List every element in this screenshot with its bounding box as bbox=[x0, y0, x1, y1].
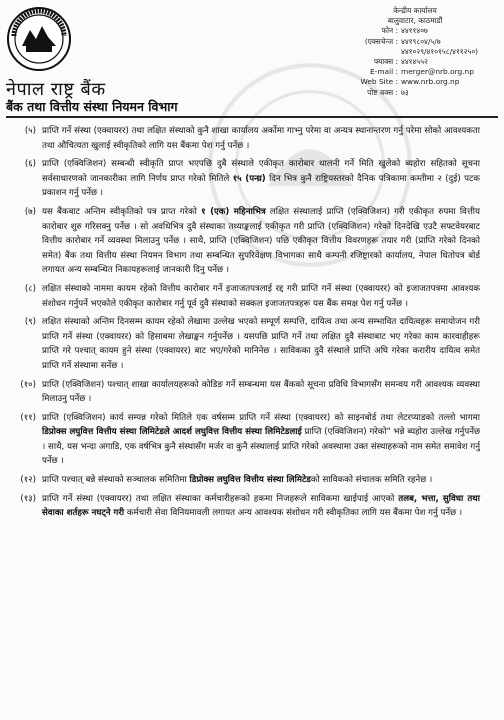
pobox-label: पोष्ट बक्स : bbox=[367, 87, 398, 97]
clause-text: प्राप्ति गर्ने संस्था (एक्वायरर) तथा लक्षित संस्थाका कर्मचारीहरूको हकमा निजहरूले साविकमा खाईपाई आएको तलब, भत्ता, सुविधा तथा सेवाका शर्तहरू नघट्ने गरी कर्मचारी सेवा विनियमावली लगायत अन्य आवश्यक संशोधन गरी स्वीकृतिका लागि यस बैंकमा पेश गर्नु पर्नेछ । bbox=[42, 493, 480, 519]
clause-text: प्राप्ति (एक्विजिशन) सम्बन्धी स्वीकृति प्राप्त भएपछि दुबै संस्थाले एकीकृत कारोबार थालनी गर्ने मिति खुलेको ब्यहोरा सहितको सूचना सर्वसाधारणको जानकारीका लागि निर्णय प्राप्त गरेको मितिले १५ (पन्ध्र) दिन भित्र कुनै राष्ट्रियस्तरको दैनिक पत्रिकामा कम्तीमा २ (दुई) पटक प्रकाशन गर्नु पर्नेछ । bbox=[42, 159, 480, 199]
clause-5 bbox=[0, 124, 504, 153]
email-value[interactable]: merger@nrb.org.np bbox=[401, 67, 474, 77]
bank-name: नेपाल राष्ट्र बैंक bbox=[6, 79, 106, 100]
clause-number: (५) bbox=[24, 126, 36, 136]
clause-number: (७) bbox=[24, 206, 36, 217]
clause-number: (८) bbox=[24, 283, 36, 294]
clause-bold: डिप्रोक्स लघुवित्त वित्तीय संस्था लिमिटेडले आदर्श लघुवित्त वित्तीय संस्था लिमिटेडलाई bbox=[42, 427, 302, 438]
office-title: केन्द्रीय कार्यालय bbox=[393, 6, 437, 15]
clause-11 bbox=[0, 411, 504, 469]
department-name: बैंक तथा वित्तीय संस्था नियमन विभाग bbox=[6, 99, 178, 114]
web-label: Web Site : bbox=[360, 77, 398, 87]
exchange-value-1: ४४१९८०४/५/७ bbox=[401, 36, 441, 46]
email-label: E-mail : bbox=[369, 67, 398, 77]
phone-label: फोन : bbox=[381, 26, 398, 36]
clause-text: लक्षित संस्थाको नाममा कायम रहेको वित्तीय कारोबार गर्ने इजाजतपत्रलाई रद्द गरी प्राप्ति गर्ने संस्था (एक्वायरर) को इजाजतपत्रमा आवश्यक संशोधन गर्नुपर्ने भएकोले एकीकृत कारोबार गर्नु पूर्व दुवै संस्थाको सक्कल इजाजतपत्रहरू यस बैंक समक्ष पेश गर्नु पर्नेछ । bbox=[42, 283, 480, 309]
clauses-list bbox=[0, 124, 504, 521]
clause-7 bbox=[0, 205, 504, 278]
clause-9 bbox=[0, 315, 504, 373]
header-divider bbox=[6, 116, 498, 118]
clause-bold: तलब, भत्ता, सुविधा तथा सेवाका शर्तहरू नघट्ने गरी bbox=[42, 493, 480, 519]
clause-10 bbox=[0, 378, 504, 407]
pobox-value: ७३ bbox=[401, 87, 409, 97]
fax-label: फ्याक्स : bbox=[374, 57, 398, 67]
phone-value: ४४११४०७ bbox=[401, 26, 428, 36]
clause-text: लक्षित संस्थाको अन्तिम दिनसम्म कायम रहेको लेखामा उल्लेख भएको सम्पूर्ण सम्पत्ति, दायित्व तथा अन्य सम्भावित दायित्वहरू समायोजन गरी प्राप्ति गर्ने संस्था (एक्वायरर) को हिसाबमा लेखाङ्कन गर्नुपर्नेछ । यसपछि प्राप्ति गर्ने तथा लक्षित दुवै संस्थाबाट भए गरेका काम कारवाहीहरू प्राप्ति गरे पश्चात् कायम हुने संस्था (एक्वायरर) बाट भए/गरेको मानिनेछ । साविकका दुवै संस्थाले प्राप्ति अघि गरेका करारीय दायित्व समेत प्राप्ति गर्ने संस्थामा सर्नेछ । bbox=[42, 317, 480, 371]
web-value[interactable]: www.nrb.org.np bbox=[401, 77, 460, 87]
clause-text: प्राप्ति गर्ने संस्था (एक्वायरर) तथा लक्षित संस्थाको कुनै शाखा कार्यालय अर्कोमा गाभ्नु परेमा वा अन्यत्र स्थानान्तरण गर्नु परेमा सोको आवश्यकता तथा औचित्यता खुलाई स्वीकृतिको लागि यस बैंकमा पेश गर्नु पर्नेछ । bbox=[42, 126, 480, 151]
clause-6 bbox=[0, 157, 504, 201]
office-address: बालुवाटार, काठमाडौं bbox=[387, 16, 443, 26]
clause-number: (१३) bbox=[20, 493, 36, 504]
clause-number: (१२) bbox=[20, 475, 36, 486]
clause-text: प्राप्ति (एक्विजिशन) पश्चात् शाखा कार्यालयहरूको कोडिङ गर्ने सम्बन्धमा यस बैंकको सूचना प्रविधि विभागसँग समन्वय गरी आवश्यक व्यवस्था मिलाउनु पर्नेछ । bbox=[42, 379, 480, 405]
clause-text: प्राप्ति (एक्विजिशन) कार्य सम्पन्न गरेको मितिले एक वर्षसम्म प्राप्ति गर्ने संस्था (एक्वायरर) को साइनबोर्ड तथा लेटरप्याडको तल्लो भागमा डिप्रोक्स लघुवित्त वित्तीय संस्था लिमिटेडले आदर्श लघुवित्त वित्तीय संस्था लिमिटेडलाई प्राप्ति (एक्विजिशन) गरेको" भन्ने ब्यहोरा उल्लेख गर्नुपर्नेछ । साथै, यस भन्दा अगाडि, एक वर्षभित्र कुनै संस्थासँग मर्जर वा कुनै संस्थालाई प्राप्ति गरेको अवस्थामा उक्त संस्थाहरूको नाम समेत समावेश गर्नु पर्नेछ । bbox=[42, 412, 480, 467]
clause-text: प्राप्ति पश्चात् बन्ने संस्थाको सञ्चालक समितिमा डिप्रोक्स लघुवित्त वित्तीय संस्था लिमिटेडको साविकको संचालक समिति रहनेछ । bbox=[42, 475, 433, 486]
office-address-block bbox=[340, 6, 490, 98]
clause-number: (११) bbox=[20, 412, 36, 423]
clause-number: (१०) bbox=[20, 379, 36, 390]
clause-number: (६) bbox=[24, 159, 36, 170]
nrb-logo bbox=[6, 6, 72, 72]
exchange-label: (एक्सचेन्ज : bbox=[364, 36, 398, 46]
clause-number: (९) bbox=[24, 317, 36, 328]
clause-bold: १५ (पन्ध्र) bbox=[232, 173, 266, 184]
clause-bold: डिप्रोक्स लघुवित्त वित्तीय संस्था लिमिटेड bbox=[189, 475, 311, 486]
clause-text: यस बैंकबाट अन्तिम स्वीकृतिको पत्र प्राप्त गरेको १ (एक) महिनाभित्र लक्षित संस्थालाई प्राप्ति (एक्विजिशन) गरी एकीकृत रुपमा वित्तीय कारोबार शुरु गरिसक्नु पर्नेछ । सो अवधिभित्र दुवै संस्थाका तथ्याङ्कलाई एकीकृत गरी प्राप्ति (एक्विजिशन) गरेको दिनदेखि एउटै सफ्टवेयरबाट वित्तीय कारोबार गर्ने व्यवस्था मिलाउनु पर्नेछ । साथै, प्राप्ति (एक्विजिशन) पछि एकीकृत वित्तीय विवरणहरू तयार गरी (प्राप्ति गरेको दिनको समेत) बैंक तथा वित्तीय संस्था नियमन विभाग तथा सम्बन्धित सुपरिवेक्षण विभागका साथै कम्पनी रजिष्ट्रारको कार्यालय, नेपाल धितोपत्र बोर्ड लगायत अन्य सम्बन्धित निकायहरूलाई जानकारी दिनु पर्नेछ । bbox=[42, 206, 480, 276]
fax-value: ४४१४५५२ bbox=[401, 57, 428, 67]
clause-13 bbox=[0, 492, 504, 521]
exchange-value-2: ४४१०२९/४१०१५८/४११२५०) bbox=[401, 46, 479, 56]
clause-bold: १ (एक) महिनाभित्र bbox=[201, 206, 266, 217]
clause-12 bbox=[0, 473, 504, 488]
clause-8 bbox=[0, 282, 504, 311]
